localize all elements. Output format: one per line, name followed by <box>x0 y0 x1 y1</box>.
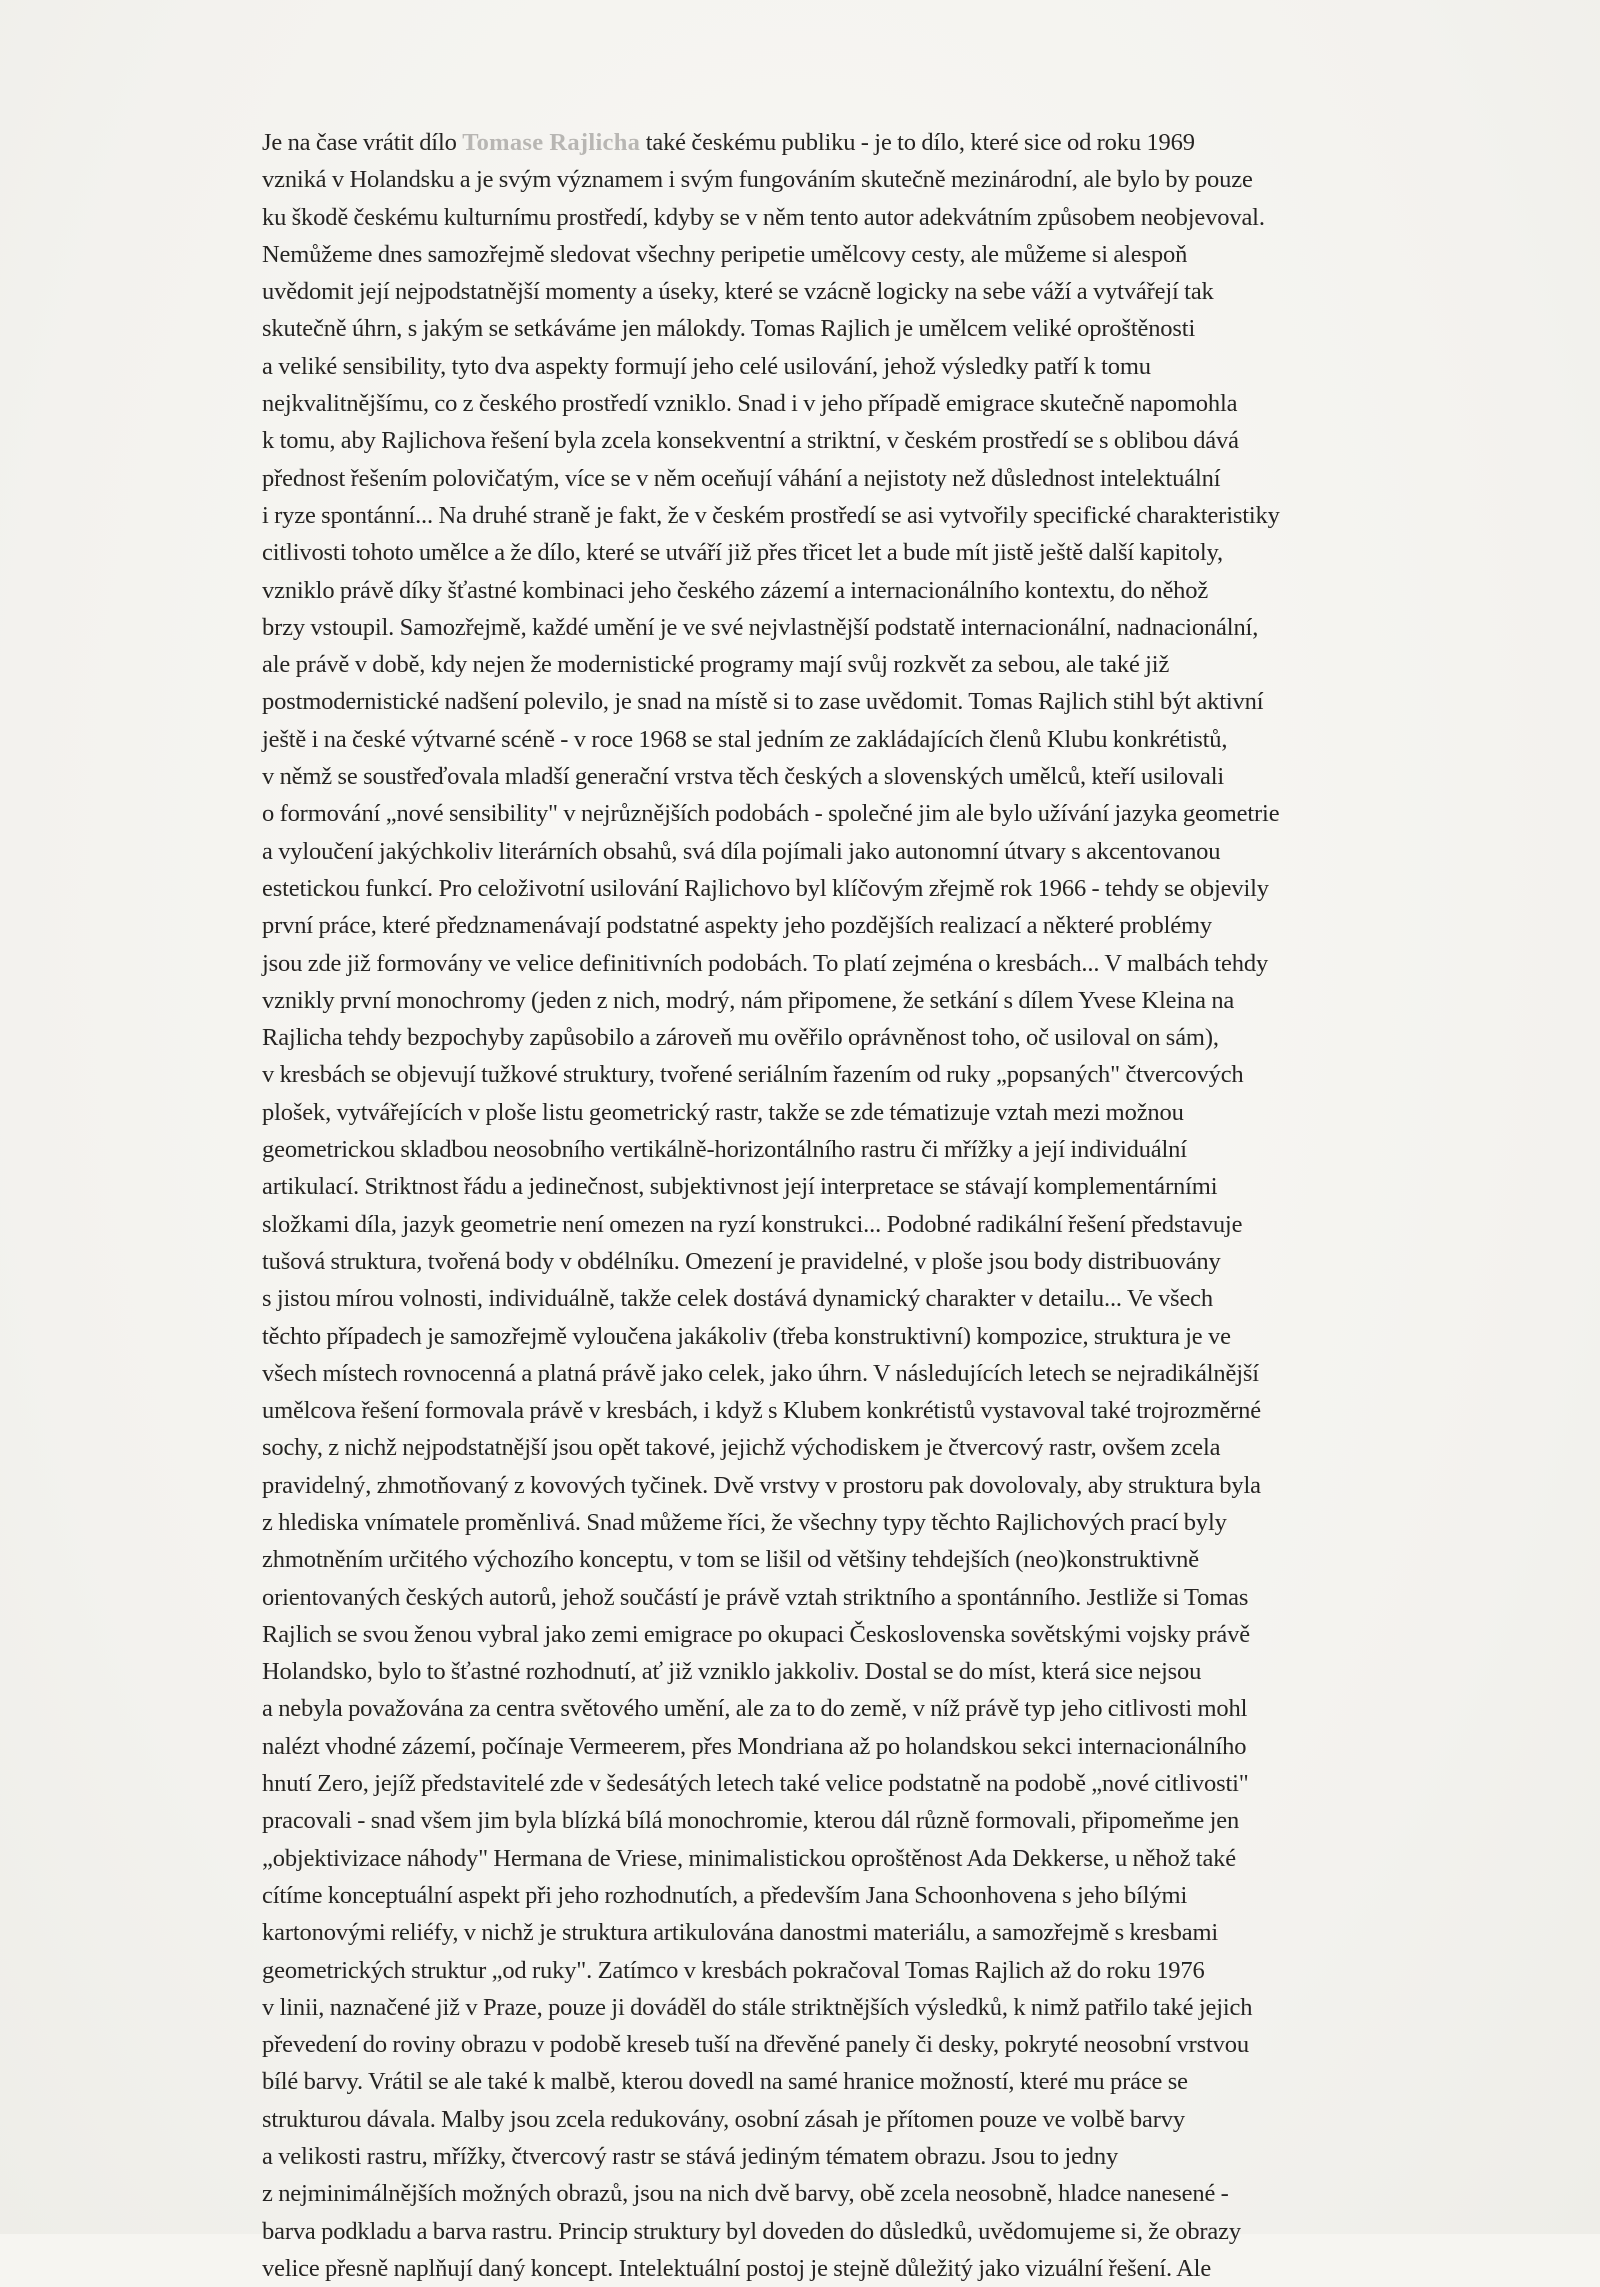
paragraph-line: a vyloučení jakýchkoliv literárních obsahů, svá díla pojímali jako autonomní útvary s akcentovanou <box>262 837 1221 865</box>
paragraph-line: Nemůžeme dnes samozřejmě sledovat všechny peripetie umělcovy cesty, ale můžeme si alespoň <box>262 240 1188 268</box>
paragraph-line: umělcova řešení formovala právě v kresbách, i když s Klubem konkrétistů vystavoval také trojrozměrné <box>262 1397 1261 1425</box>
paragraph-line: brzy vstoupil. Samozřejmě, každé umění je ve své nejvlastnější podstatě internacionální, nadnacionální, <box>262 613 1259 641</box>
paragraph-line: ale právě v době, kdy nejen že modernistické programy mají svůj rozkvět za sebou, ale také již <box>262 651 1170 679</box>
paragraph-line: všech místech rovnocenná a platná právě jako celek, jako úhrn. V následujících letech se nejradikálnější <box>262 1359 1259 1387</box>
paragraph-line: estetickou funkcí. Pro celoživotní usilování Rajlichovo byl klíčovým zřejmě rok 1966 - tehdy se objevily <box>262 874 1269 902</box>
line-tail-text: také českému publiku - je to dílo, které sice od roku 1969 <box>645 129 1195 156</box>
paragraph-line: a velikosti rastru, mřížky, čtvercový rastr se stává jediným tématem obrazu. Jsou to jedny <box>262 2143 1119 2171</box>
paragraph-line: Rajlich se svou ženou vybral jako zemi emigrace po okupaci Československa sovětskými vojsky právě <box>262 1620 1250 1648</box>
artist-name: Tomase Rajlicha <box>462 129 641 156</box>
paragraph-line: sochy, z nichž nejpodstatnější jsou opět takové, jejichž východiskem je čtvercový rastr, ovšem zcela <box>262 1434 1221 1462</box>
paragraph-line: tušová struktura, tvořená body v obdélníku. Omezení je pravidelné, v ploše jsou body distribuovány <box>262 1247 1221 1275</box>
paragraph-line: a veliké sensibility, tyto dva aspekty formují jeho celé usilování, jehož výsledky patří k tomu <box>262 352 1151 380</box>
paragraph-line: citlivosti tohoto umělce a že dílo, které se utváří již přes třicet let a bude mít jistě ještě další kapitoly, <box>262 539 1223 567</box>
paragraph-line: jsou zde již formovány ve velice definitivních podobách. To platí zejména o kresbách... V malbách tehdy <box>262 949 1269 977</box>
paragraph-line: první práce, které předznamenávají podstatné aspekty jeho pozdějších realizací a některé problémy <box>262 912 1212 940</box>
paragraph-line: nalézt vhodné zázemí, počínaje Vermeerem, přes Mondriana až po holandskou sekci internacionálního <box>262 1732 1247 1760</box>
paragraph-line: uvědomit její nejpodstatnější momenty a úseky, které se vzácně logicky na sebe váží a vytvářejí tak <box>262 278 1214 306</box>
paragraph-line: vznikly první monochromy (jeden z nich, modrý, nám připomene, že setkání s dílem Yvese Kleina na <box>262 986 1235 1014</box>
paragraph-line: barva podkladu a barva rastru. Princip struktury byl doveden do důsledků, uvědomujeme si, že obrazy <box>262 2217 1241 2245</box>
paragraph-line: velice přesně naplňují daný koncept. Intelektuální postoj je stejně důležitý jako vizuální řešení. Ale <box>262 2254 1212 2282</box>
paragraph-line: v linii, naznačené již v Praze, pouze ji dováděl do stále striktnějších výsledků, k nimž patřilo také jejich <box>262 1993 1253 2021</box>
paragraph-line: ještě i na české výtvarné scéně - v roce 1968 se stal jedním ze zakládajících členů Klubu konkrétistů, <box>262 725 1228 753</box>
paragraph-line: vzniklo právě díky šťastné kombinaci jeho českého zázemí a internacionálního kontextu, do něhož <box>262 576 1209 604</box>
paragraph-line: s jistou mírou volnosti, individuálně, takže celek dostává dynamický charakter v detailu... Ve všech <box>262 1285 1213 1313</box>
paragraph-line: pracovali - snad všem jim byla blízká bílá monochromie, kterou dál různě formovali, připomeňme jen <box>262 1807 1240 1835</box>
paragraph-line: geometrickou skladbou neosobního vertikálně-horizontálního rastru či mřížky a její individuální <box>262 1136 1187 1164</box>
paragraph-line: z nejminimálnějších možných obrazů, jsou na nich dvě barvy, obě zcela neosobně, hladce nanesené - <box>262 2180 1229 2208</box>
paragraph-line: artikulací. Striktnost řádu a jedinečnost, subjektivnost její interpretace se stávají komplementárními <box>262 1173 1218 1201</box>
paragraph-line: orientovaných českých autorů, jehož součástí je právě vztah striktního a spontánního. Jestliže si Tomas <box>262 1583 1249 1611</box>
paragraph-line: kartonovými reliéfy, v nichž je struktura artikulována danostmi materiálu, a samozřejmě s kresbami <box>262 1919 1219 1947</box>
paragraph-line: k tomu, aby Rajlichova řešení byla zcela konsekventní a striktní, v českém prostředí se s oblibou dává <box>262 427 1239 455</box>
paragraph-line: složkami díla, jazyk geometrie není omezen na ryzí konstrukci... Podobné radikální řešení představuje <box>262 1210 1243 1238</box>
paragraph-line: i ryze spontánní... Na druhé straně je fakt, že v českém prostředí se asi vytvořily specifické charakteristiky <box>262 501 1280 529</box>
paragraph-line: postmodernistické nadšení polevilo, je snad na místě si to zase uvědomit. Tomas Rajlich stihl být aktivní <box>262 688 1264 716</box>
paragraph-line: cítíme konceptuální aspekt při jeho rozhodnutích, a především Jana Schoonhovena s jeho bílými <box>262 1881 1188 1909</box>
paragraph-line: skutečně úhrn, s jakým se setkáváme jen málokdy. Tomas Rajlich je umělcem veliké oproštěnosti <box>262 315 1196 343</box>
paragraph-line: v kresbách se objevují tužkové struktury, tvořené seriálním řazením od ruky „popsaných" čtvercových <box>262 1061 1244 1089</box>
line-lead-text: Je na čase vrátit dílo <box>262 129 457 156</box>
paragraph-line: převedení do roviny obrazu v podobě kreseb tuší na dřevěné panely či desky, pokryté neosobní vrstvou <box>262 2031 1249 2059</box>
paragraph-line: hnutí Zero, jejíž představitelé zde v šedesátých letech také velice podstatně na podobě „nové citlivosti" <box>262 1770 1249 1798</box>
paragraph-line: bílé barvy. Vrátil se ale také k malbě, kterou dovedl na samé hranice možností, které mu práce se <box>262 2068 1188 2096</box>
paragraph-line: v němž se soustřeďovala mladší generační vrstva těch českých a slovenských umělců, kteří usilovali <box>262 763 1225 791</box>
body-text <box>262 124 1342 2287</box>
paragraph-line: zhmotněním určitého výchozího konceptu, v tom se lišil od většiny tehdejších (neo)konstruktivně <box>262 1546 1199 1574</box>
paragraph-line: Rajlicha tehdy bezpochyby zapůsobilo a zároveň mu ověřilo oprávněnost toho, oč usiloval on sám), <box>262 1024 1219 1052</box>
paragraph-line: těchto případech je samozřejmě vyloučena jakákoliv (třeba konstruktivní) kompozice, struktura je ve <box>262 1322 1231 1350</box>
paragraph-line: pravidelný, zhmotňovaný z kovových tyčinek. Dvě vrstvy v prostoru pak dovolovaly, aby struktura byla <box>262 1471 1261 1499</box>
paragraph-line: plošek, vytvářejících v ploše listu geometrický rastr, takže se zde tématizuje vztah mezi možnou <box>262 1098 1184 1126</box>
paragraph-line: nejkvalitnějšímu, co z českého prostředí vzniklo. Snad i v jeho případě emigrace skutečně napomohla <box>262 390 1238 418</box>
paragraph-line: strukturou dávala. Malby jsou zcela redukovány, osobní zásah je přítomen pouze ve volbě barvy <box>262 2105 1185 2133</box>
paragraph-line: geometrických struktur „od ruky". Zatímco v kresbách pokračoval Tomas Rajlich až do roku 1976 <box>262 1956 1205 1984</box>
paragraph-line: a nebyla považována za centra světového umění, ale za to do země, v níž právě typ jeho citlivosti mohl <box>262 1695 1248 1723</box>
paragraph-line-first <box>262 124 1342 161</box>
paragraph-line: přednost řešením polovičatým, více se v něm oceňují váhání a nejistoty než důslednost intelektuální <box>262 464 1221 492</box>
paragraph-line: ku škodě českému kulturnímu prostředí, kdyby se v něm tento autor adekvátním způsobem neobjevoval. <box>262 203 1265 231</box>
paragraph-line: vzniká v Holandsku a je svým významem i svým fungováním skutečně mezinárodní, ale bylo by pouze <box>262 166 1253 194</box>
paragraph-line: z hlediska vnímatele proměnlivá. Snad můžeme říci, že všechny typy těchto Rajlichových prací byly <box>262 1508 1227 1536</box>
paragraph-line: o formování „nové sensibility" v nejrůznějších podobách - společné jim ale bylo užívání jazyka geometrie <box>262 800 1280 828</box>
paragraph-line: Holandsko, bylo to šťastné rozhodnutí, ať již vzniklo jakkoliv. Dostal se do míst, která sice nejsou <box>262 1658 1202 1686</box>
paragraph-line: „objektivizace náhody" Hermana de Vriese, minimalistickou oproštěnost Ada Dekkerse, u něhož také <box>262 1844 1236 1872</box>
